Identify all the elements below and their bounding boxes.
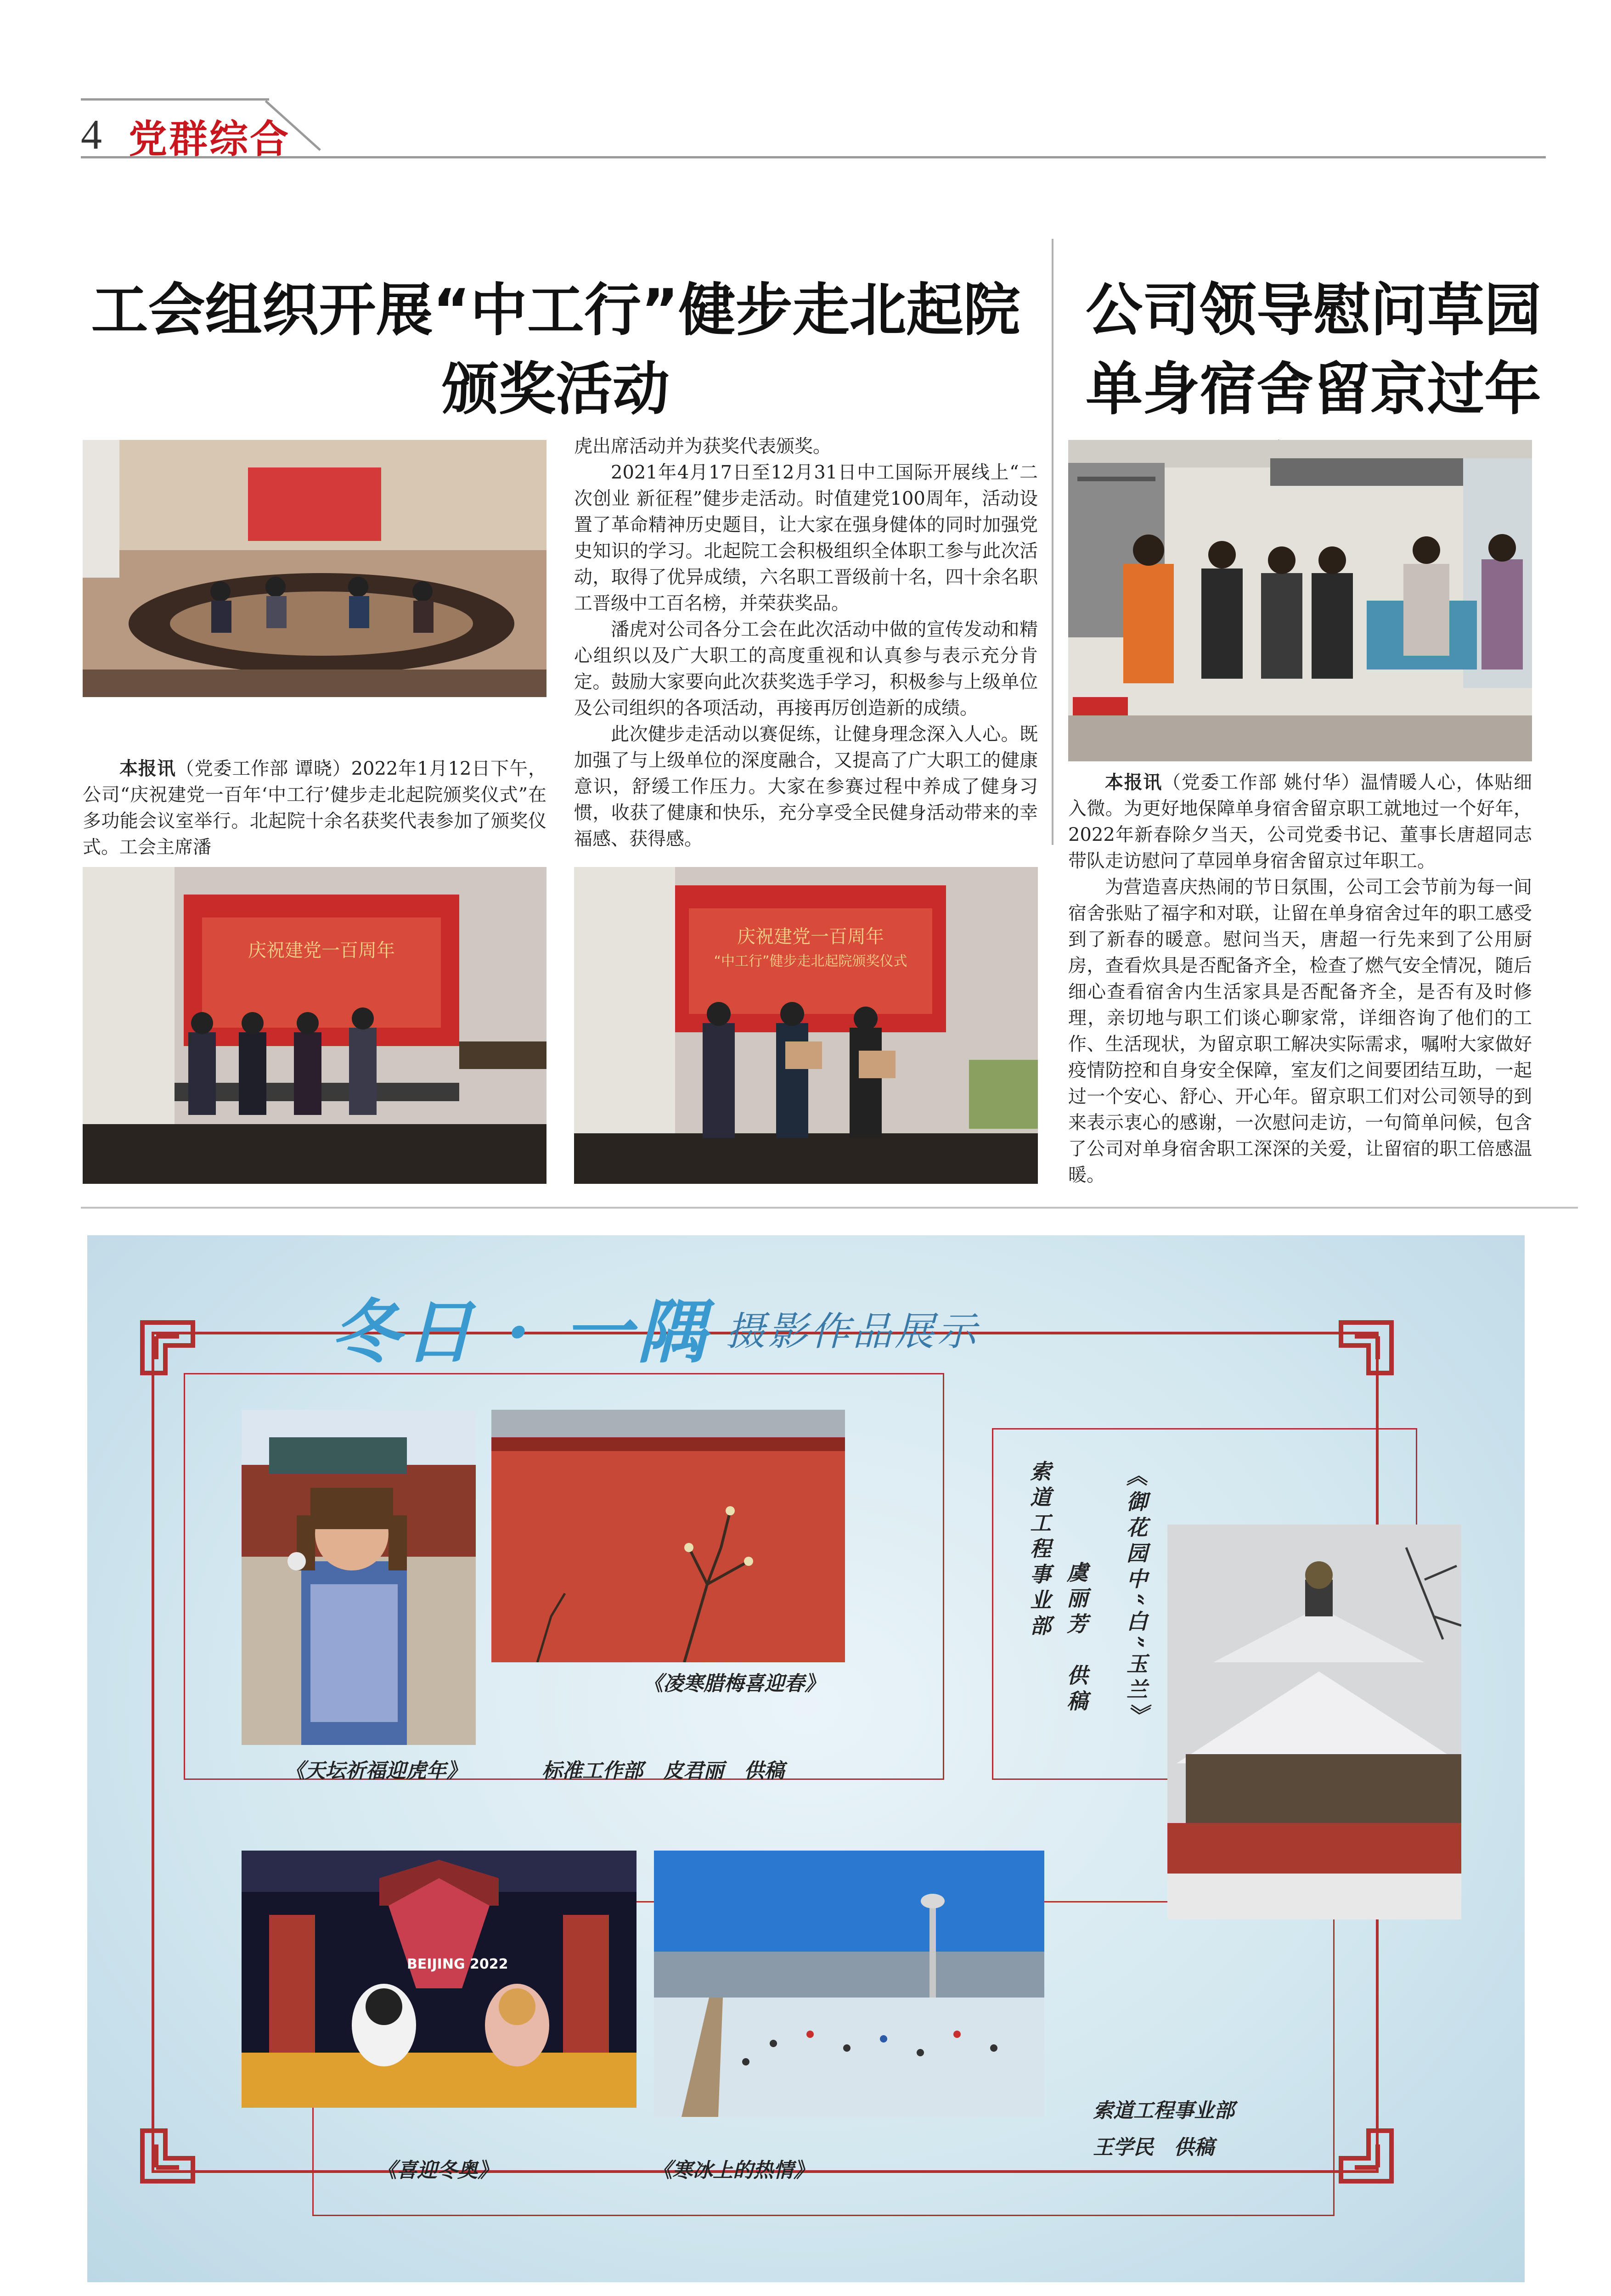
tiantan-photo xyxy=(242,1410,476,1745)
meeting-room-photo xyxy=(83,440,546,697)
header-rule xyxy=(81,156,1546,158)
article2-para2: 为营造喜庆热闹的节日氛围，公司工会节前为每一间宿舍张贴了福字和对联，让留在单身宿舍过年的职工感受到了新春的暖意。慰问当天，唐超一行先来到了公用厨房，查看炊具是否配备齐全，检查了燃气安全情况，随后细心查看宿舍内生活家具是否配备齐全，是否有及时修理，亲切地与职工们谈心聊家常，详细咨询了他们的工作、生活现状，为留京职工解决实际需求，嘱咐大家做好疫情防控和自身安全保障，室友们之间要团结互助，一起过一个安心、舒心、开心年。留京职工们对公司领导的到来表示衷心的感谢，一次慰问走访，一句简单问候，包含了公司对单身宿舍职工深深的关爱，让留宿的职工倍感温暖。 xyxy=(1068,877,1532,1186)
article2-text xyxy=(1068,769,1532,1188)
article1-byline: 本报讯 xyxy=(119,758,176,779)
corner-ornament-bottom-left xyxy=(138,2094,230,2186)
article1-source: （党委工作部 谭晓） xyxy=(175,758,351,779)
hanbing-photo xyxy=(654,1851,1044,2117)
article1-col1 xyxy=(83,755,546,861)
yuhuayuan-author-vertical: 虞丽芳 供稿 xyxy=(1064,1561,1088,1716)
yuhuayuan-title-vertical: 《御花园中“白”玉兰》 xyxy=(1123,1465,1148,1730)
yulan-temple-photo xyxy=(1167,1525,1461,1919)
section-separator xyxy=(81,1207,1578,1209)
article2-byline: 本报讯 xyxy=(1105,771,1163,793)
feature-subtitle: 摄影作品展示 xyxy=(726,1309,979,1355)
standards-credit: 标准工作部 皮君丽 供稿 xyxy=(542,1759,784,1783)
article1-col2 xyxy=(574,433,1038,852)
yuhuayuan-dept-vertical: 索道工程事业部 xyxy=(1027,1460,1052,1640)
article1-lead: 2022年1月12日下午，公司“庆祝建党一百年‘中工行’健步走北起院颁奖仪式”在多功能会议室举行。北起院十余名获奖代表参加了颁奖仪式。工会主席潘 xyxy=(83,758,546,858)
award-photo-1-banner: 庆祝建党一百周年 xyxy=(248,940,395,961)
dongao-photo xyxy=(242,1851,637,2108)
award-photo-2-banner: 庆祝建党一百周年 xyxy=(737,926,884,947)
award-photo-2 xyxy=(574,867,1038,1184)
award-photo-2-banner2: “中工行”健步走北起院颁奖仪式 xyxy=(714,953,907,969)
column-divider xyxy=(1052,239,1053,845)
article1-para2: 2021年4月17日至12月31日中工国际开展线上“二次创业 新征程”健步走活动。时值建党100周年，活动设置了革命精神历史题目，让大家在强身健体的同时加强党史知识的学习。北起院工会积极组织全体职工参与此次活动，取得了优异成绩，六名职工晋级前十名，四十余名职工晋级中工百名榜，并荣获奖品。 xyxy=(574,462,1038,614)
olympic-logo-text: BEIJING 2022 xyxy=(407,1956,508,1972)
article2-para1: 温情暖人心，体贴细入微。为更好地保障单身宿舍留京职工就地过一个好年，2022年新春除夕当天，公司党委书记、董事长唐超同志带队走访慰问了草园单身宿舍留京过年职工。 xyxy=(1068,772,1532,872)
header-rule-top xyxy=(81,98,269,101)
award-photo-1 xyxy=(83,867,546,1184)
section-title: 党群综合 xyxy=(129,117,291,162)
article1-para3: 潘虎对公司各分工会在此次活动中做的宣传发动和精心组织以及广大职工的高度重视和认真参与表示充分肯定。鼓励大家要向此次获奖选手学习，积极参与上级单位及公司组织的各项活动，再接再厉创造新的成绩。 xyxy=(574,619,1038,719)
corner-ornament-top-right xyxy=(1304,1318,1396,1410)
hanbing-caption: 《寒冰上的热情》 xyxy=(652,2159,814,2182)
ropeway-dept-credit: 索道工程事业部 xyxy=(1093,2099,1234,2122)
page-number: 4 xyxy=(81,111,102,158)
article1-para4: 此次健步走活动以赛促练，让健身理念深入人心。既加强了与上级单位的深度融合，又提高了广大职工的健康意识，舒缓工作压力。大家在参赛过程中养成了健身习惯，收获了健康和快乐，充分享受全民健身活动带来的幸福感、获得感。 xyxy=(574,724,1038,850)
feature-title: 冬日 · 一隅 xyxy=(331,1292,710,1373)
article2-title: 公司领导慰问草园单身宿舍留京过年 xyxy=(1085,277,1541,422)
lamei-photo xyxy=(491,1410,845,1662)
dongao-caption: 《喜迎冬奥》 xyxy=(377,2159,498,2182)
corner-ornament-top-left xyxy=(138,1318,230,1410)
dormitory-visit-photo xyxy=(1068,440,1532,761)
tiantan-caption: 《天坛祈福迎虎年》 xyxy=(285,1759,467,1783)
corner-ornament-bottom-right xyxy=(1304,2094,1396,2186)
article1-para1: 虎出席活动并为获奖代表颁奖。 xyxy=(574,436,831,457)
lamei-caption: 《凌寒腊梅喜迎春》 xyxy=(643,1672,825,1695)
article2-source: （党委工作部 姚付华） xyxy=(1162,772,1361,793)
article1-title: 工会组织开展“中工行”健步走北起院颁奖活动 xyxy=(91,277,1020,422)
wang-xuemin-credit: 王学民 供稿 xyxy=(1093,2136,1214,2159)
